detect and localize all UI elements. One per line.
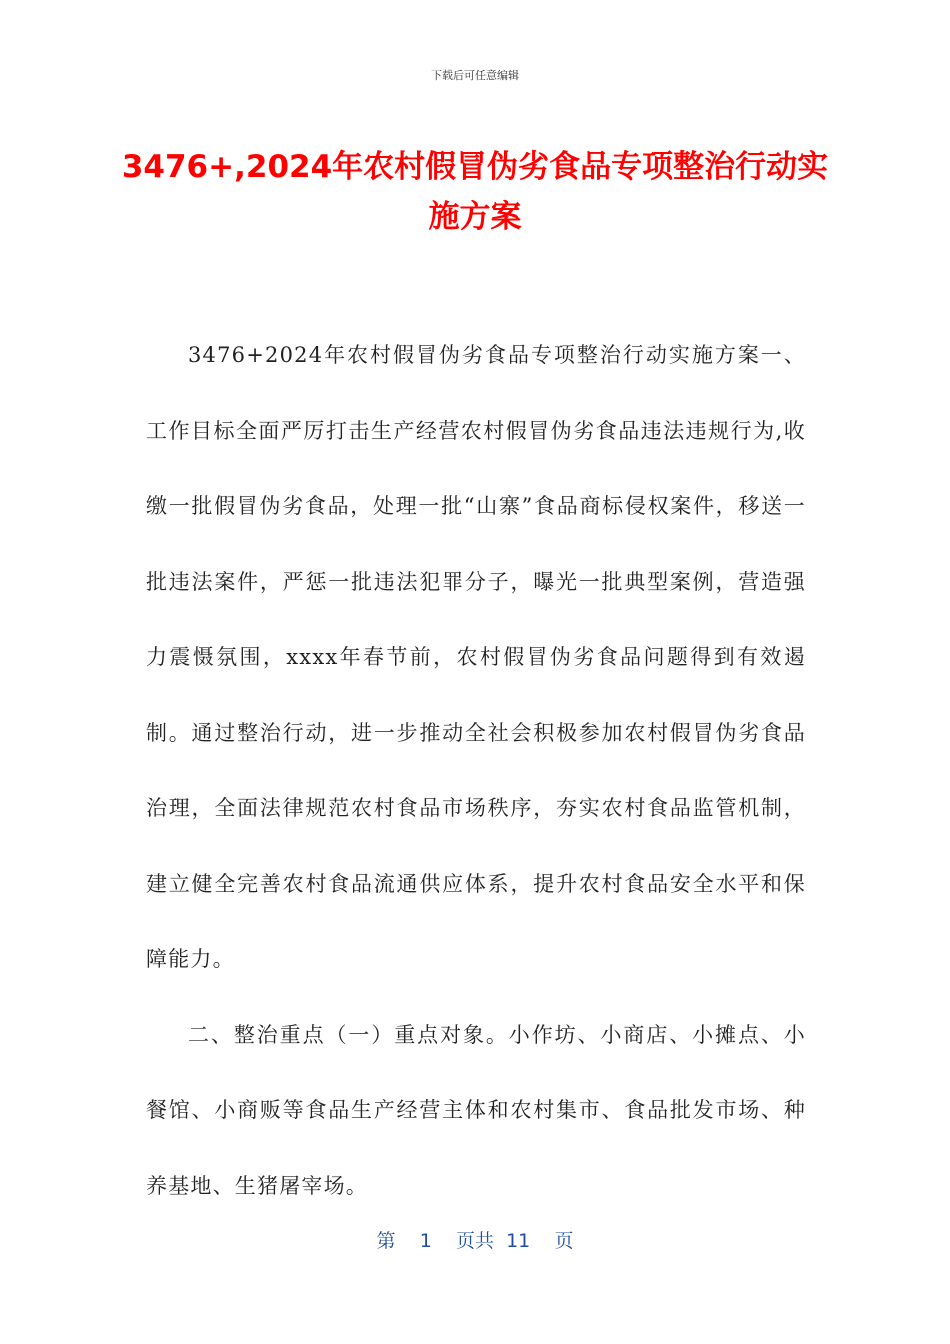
page-footer — [0, 1226, 950, 1253]
paragraph: 二、整治重点（一）重点对象。小作坊、小商店、小摊点、小餐馆、小商贩等食品生产经营主体和农村集市、食品批发市场、种养基地、生猪屠宰场。 — [146, 1022, 806, 1198]
page-prefix: 第 — [376, 1230, 396, 1252]
current-page-number: 1 — [419, 1230, 432, 1252]
paragraph: 3476+2024年农村假冒伪劣食品专项整治行动实施方案一、工作目标全面严厉打击生产经营农村假冒伪劣食品违法违规行为,收缴一批假冒伪劣食品，处理一批“山寨”食品商标侵权案件，移送一批违法案件，严惩一批违法犯罪分子，曝光一批典型案例，营造强力震慑氛围，xxxx年春节前，农村假冒伪劣食品问题得到有效遏制。通过整治行动，进一步推动全社会积极参加农村假冒伪劣食品治理，全面法律规范农村食品市场秩序，夯实农村食品监管机制，建立健全完善农村食品流通供应体系，提升农村食品安全水平和保障能力。 — [146, 343, 806, 971]
total-pages-number: 11 — [506, 1230, 531, 1252]
page-middle: 页共 — [455, 1230, 494, 1252]
document-body — [146, 318, 806, 1224]
header-note: 下载后可任意编辑 — [431, 69, 519, 82]
document-title: 3476+,2024年农村假冒伪劣食品专项整治行动实施方案 — [121, 149, 829, 235]
page-suffix: 页 — [554, 1230, 574, 1252]
